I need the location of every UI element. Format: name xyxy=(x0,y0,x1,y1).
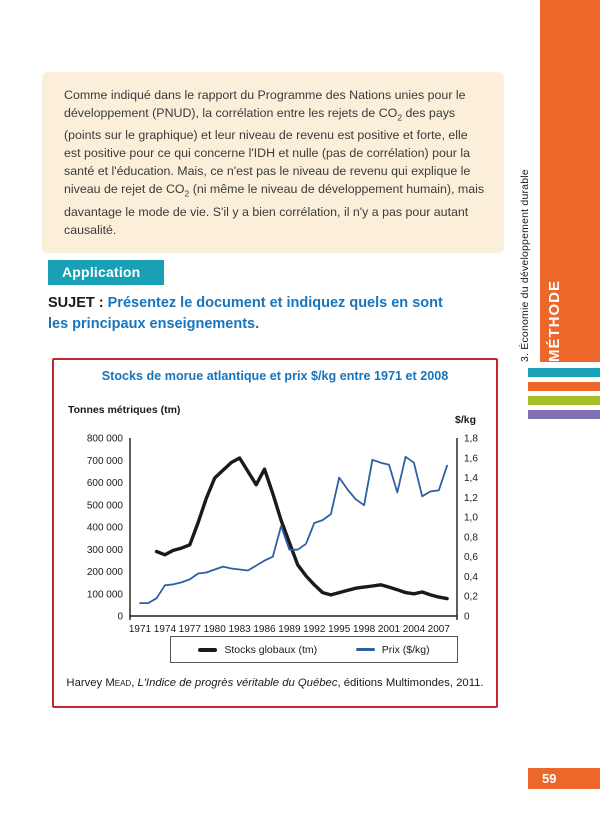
legend-swatch-prix xyxy=(356,648,375,651)
stripe-orange xyxy=(528,382,600,391)
svg-text:1,4: 1,4 xyxy=(464,473,478,485)
legend-label-stocks: Stocks globaux (tm) xyxy=(224,643,318,656)
co2-subscript: 2 xyxy=(184,188,190,199)
legend-item-prix xyxy=(356,644,430,656)
svg-text:0,4: 0,4 xyxy=(464,571,478,583)
co2-subscript: 2 xyxy=(397,112,403,123)
svg-text:400 000: 400 000 xyxy=(86,522,123,534)
svg-text:1974: 1974 xyxy=(153,624,177,635)
left-axis-label: Tonnes métriques (tm) xyxy=(68,404,181,416)
legend-item-stocks xyxy=(198,644,317,656)
right-axis-label: $/kg xyxy=(455,414,477,426)
svg-text:2007: 2007 xyxy=(427,624,450,635)
svg-text:0,8: 0,8 xyxy=(464,532,478,544)
svg-text:1989: 1989 xyxy=(278,624,301,635)
svg-text:0,6: 0,6 xyxy=(464,552,478,564)
svg-text:1,0: 1,0 xyxy=(464,512,478,524)
svg-text:1980: 1980 xyxy=(203,624,226,635)
intro-box xyxy=(42,72,504,253)
sujet-heading xyxy=(48,293,508,335)
svg-text:1986: 1986 xyxy=(253,624,276,635)
svg-text:2004: 2004 xyxy=(402,624,426,635)
svg-text:200 000: 200 000 xyxy=(86,567,123,578)
svg-text:600 000: 600 000 xyxy=(86,478,123,489)
chart-box xyxy=(52,358,498,708)
page-number-badge: 59 xyxy=(528,768,600,789)
sujet-text-line1: Présentez le document et indiquez quels en sont xyxy=(107,295,443,311)
svg-text:1,2: 1,2 xyxy=(464,492,478,504)
stripe-purple xyxy=(528,410,600,419)
sidebar-chapter-label: 3. Économie du développement durable xyxy=(519,169,531,362)
application-badge: Application xyxy=(48,260,164,285)
svg-text:300 000: 300 000 xyxy=(86,544,123,556)
svg-text:1983: 1983 xyxy=(228,624,251,635)
svg-text:1998: 1998 xyxy=(352,624,376,635)
legend-label-prix: Prix ($/kg) xyxy=(381,643,430,656)
svg-text:1,8: 1,8 xyxy=(464,433,478,445)
svg-text:0,2: 0,2 xyxy=(464,591,478,603)
svg-text:100 000: 100 000 xyxy=(86,589,123,601)
svg-text:1992: 1992 xyxy=(303,624,326,635)
sujet-text-line2: les principaux enseignements. xyxy=(48,316,260,332)
svg-text:2001: 2001 xyxy=(377,624,401,635)
sidebar-method-label: MÉTHODE xyxy=(546,280,563,362)
svg-text:800 000: 800 000 xyxy=(86,433,123,445)
svg-text:0: 0 xyxy=(464,611,470,623)
intro-paragraph: Comme indiqué dans le rapport du Programme des Nations unies pour le développement (PNUD), la corrélation entre les rejets de $CO_2$ des pays (points sur le graphique) et leur niveau de revenu est positive et forte, elle est positive pour ce qui concerne l'IDH et nulle (pas de corrélation) pour la santé et l'éducation. Mais, ce n'est pas le niveau de revenu qui explique le niveau de rejet de $CO_2$ (ni même le niveau de développement humain), mais davantage le mode de vie. S'il y a bien corrélation, il n'y a pas pour autant causalité. xyxy=(64,88,485,237)
svg-text:700 000: 700 000 xyxy=(86,455,123,467)
stripe-green xyxy=(528,396,600,405)
stripe-teal xyxy=(528,368,600,377)
svg-text:0: 0 xyxy=(117,611,123,623)
svg-text:1995: 1995 xyxy=(328,624,351,635)
sujet-prefix: SUJET : xyxy=(48,295,108,311)
legend-swatch-stocks xyxy=(198,648,217,652)
chart-legend xyxy=(170,636,458,663)
book-title-italic: L'Indice de progrès véritable du Québec xyxy=(137,677,338,689)
svg-text:1,6: 1,6 xyxy=(464,453,478,465)
chart-title: Stocks de morue atlantique et prix $/kg entre 1971 et 2008 xyxy=(101,369,449,383)
svg-text:1971: 1971 xyxy=(128,624,152,635)
chart-attribution: Harvey Mead, L'Indice de progrès véritable du Québec, éditions Multimondes, 2011. xyxy=(66,677,484,689)
svg-text:500 000: 500 000 xyxy=(86,500,123,512)
svg-text:1977: 1977 xyxy=(178,624,201,635)
